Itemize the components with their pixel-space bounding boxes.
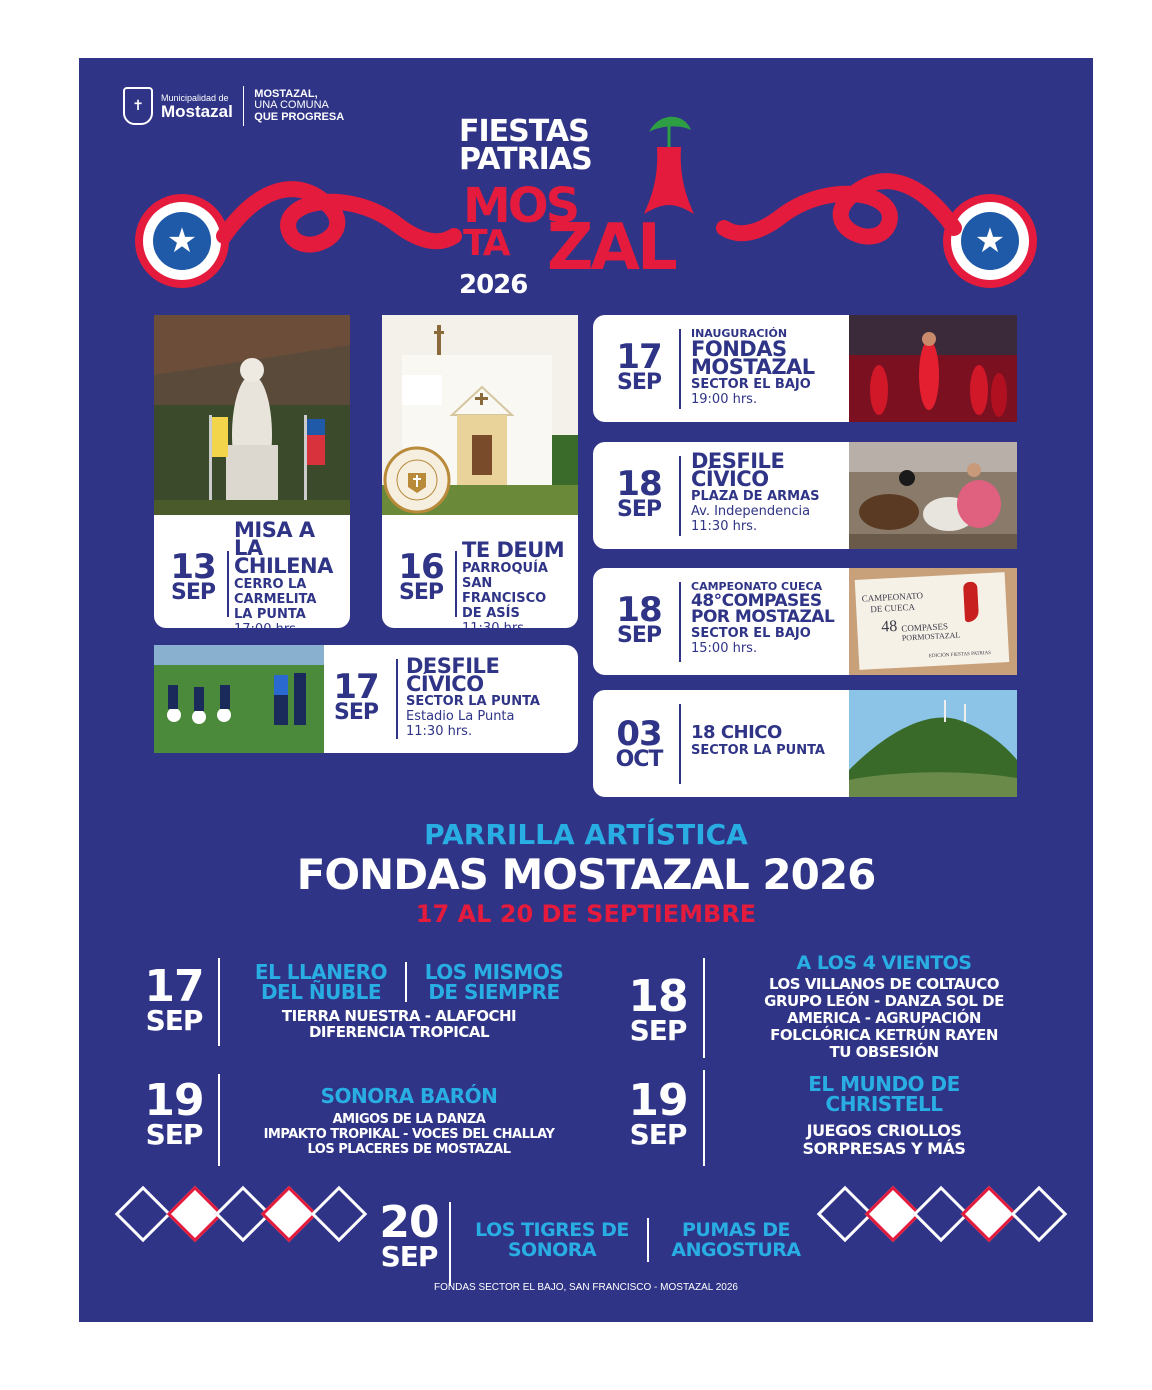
artist-line: AMERICA - AGRUPACIÓN (787, 1009, 981, 1027)
fondas-heading: FONDAS MOSTAZAL 2026 (296, 850, 876, 899)
event-card-inauguracion (593, 315, 1017, 422)
event-time: 17:00 hrs. (234, 622, 301, 637)
artist-line: PUMAS DE (681, 1219, 790, 1241)
artist-divider (405, 962, 407, 1002)
title-zal: ZAL (547, 211, 675, 285)
event-month: SEP (617, 497, 661, 523)
ornament-icon (115, 1186, 172, 1243)
ribbon-right-icon (719, 158, 959, 268)
event-title-1: DESFILE (406, 654, 500, 678)
artist-line: FOLCLÓRICA KETRÚN RAYEN (770, 1026, 998, 1044)
event-month: SEP (617, 370, 661, 396)
schedule-divider (218, 1074, 220, 1166)
artist-4-vientos (719, 952, 1049, 974)
event-place-1: SECTOR LA PUNTA (691, 743, 825, 758)
artist-line: EL MUNDO DE (808, 1072, 960, 1096)
schedule-month: SEP (145, 1117, 203, 1151)
schedule-day: 19 (628, 1075, 688, 1126)
muni-small-label: Municipalidad de (161, 92, 229, 103)
event-time: 19:00 hrs. (691, 392, 758, 407)
event-place-1: SECTOR LA PUNTA (406, 694, 540, 709)
artist-line: GRUPO LEÓN - DANZA SOL DE (764, 992, 1004, 1010)
event-date (607, 714, 671, 773)
event-date (607, 337, 671, 396)
event-day: 16 (398, 547, 444, 587)
artist-sonora-baron (229, 1084, 589, 1108)
ornament-icon (961, 1186, 1018, 1243)
event-day: 03 (616, 714, 662, 754)
event-month: SEP (171, 580, 215, 606)
schedule-date-19a (129, 1075, 219, 1151)
cueca-postcard (849, 568, 1017, 675)
event-title-1: 48°COMPASES (691, 591, 822, 611)
ribbon-left-icon (219, 166, 459, 276)
event-place-1: PLAZA DE ARMAS (691, 489, 820, 504)
event-date (162, 547, 224, 606)
schedule-day: 20 (379, 1197, 439, 1248)
ornament-icon (1011, 1186, 1068, 1243)
copihue-flower-icon (629, 102, 709, 222)
artist-divider (647, 1218, 649, 1262)
event-time: 11:30 hrs. (406, 724, 473, 739)
event-title-2: CÍVICO (691, 467, 769, 491)
artist-tigres-sonora (457, 1220, 647, 1260)
chili-icon (963, 582, 979, 623)
event-kicker: INAUGURACIÓN (691, 327, 788, 340)
event-info (691, 327, 815, 407)
event-place-2: SAN FRANCISCO (462, 576, 547, 606)
artist-line: SONORA BARÓN (320, 1084, 498, 1108)
event-title-2: POR MOSTAZAL (691, 607, 835, 627)
artist-pumas-angostura (651, 1220, 821, 1260)
artist-line: DEL ÑUBLE (260, 980, 382, 1004)
event-title-1: 18 CHICO (691, 722, 782, 743)
schedule-month: SEP (380, 1239, 438, 1273)
artist-mundo-christell (719, 1074, 1049, 1114)
event-day: 17 (333, 667, 379, 707)
event-info (462, 538, 578, 636)
artist-llanero (237, 962, 405, 1002)
schedule-date-19b (613, 1075, 703, 1151)
rosette-left-icon: ★ (135, 194, 229, 288)
event-place-1: SECTOR EL BAJO (691, 377, 811, 392)
schedule-day: 17 (144, 961, 204, 1012)
event-divider (679, 456, 681, 536)
event-place-3: DE ASÍS (462, 606, 520, 621)
event-divider (455, 551, 457, 617)
event-month: SEP (334, 700, 378, 726)
artist-mismos (409, 962, 579, 1002)
event-time: 11:30 hrs. (462, 621, 529, 636)
slogan-line-1: MOSTAZAL, (254, 87, 318, 100)
artist-line: A LOS 4 VIENTOS (796, 952, 972, 974)
municipality-logo (123, 86, 344, 126)
event-divider (679, 704, 681, 784)
slogan-line-3: QUE PROGRESA (254, 110, 345, 123)
event-day: 17 (616, 337, 662, 377)
event-card-tedeum (382, 315, 578, 636)
artist-line: ANGOSTURA (671, 1239, 801, 1261)
divider (243, 86, 245, 126)
event-place-1: CERRO LA (234, 577, 307, 592)
event-title-2: CHILENA (234, 554, 333, 578)
event-date (324, 667, 388, 726)
artist-line: AMIGOS DE LA DANZA (332, 1112, 486, 1127)
slogan-line-2: UNA COMUNA (254, 99, 329, 112)
schedule-month: SEP (145, 1003, 203, 1037)
artist-line: DE SIEMPRE (428, 980, 560, 1004)
schedule-day: 18 (628, 971, 688, 1022)
concert-photo (849, 315, 1017, 422)
event-time: 15:00 hrs. (691, 641, 758, 656)
title-fiestas-patrias (459, 114, 592, 177)
schedule-divider (703, 1070, 705, 1166)
artist-line: IMPAKTO TROPIKAL - VOCES DEL CHALLAY (263, 1127, 555, 1142)
postcard-line-6: EDICIÓN FIESTAS PATRIAS (928, 650, 992, 660)
statue-photo (154, 315, 350, 515)
event-title-2: CÍVICO (406, 672, 484, 696)
parrilla-heading: PARRILLA ARTÍSTICA (424, 818, 748, 851)
schedule-divider (449, 1202, 451, 1286)
event-divider (679, 582, 681, 662)
artist-line: LOS PLACERES DE MOSTAZAL (307, 1142, 511, 1157)
schedule-divider (218, 958, 220, 1046)
schedule-date-18 (613, 971, 703, 1047)
slogan (254, 89, 344, 124)
artist-line: LOS VILLANOS DE COLTAUCO (769, 975, 999, 993)
poster (79, 58, 1093, 1322)
title-mos: MOS (463, 178, 578, 234)
hill-photo (849, 690, 1017, 797)
event-card-misa (154, 315, 350, 637)
schedule-month: SEP (629, 1117, 687, 1151)
event-kicker: CAMPEONATO CUECA (691, 580, 823, 593)
artist-line: JUEGOS CRIOLLOS (806, 1121, 962, 1140)
title-year: 2026 (459, 270, 528, 300)
event-card-desfile-plaza (593, 442, 1017, 549)
event-detail: Estadio La Punta (406, 709, 515, 724)
artist-line: DIFERENCIA TROPICAL (308, 1023, 490, 1041)
schedule-date-20 (359, 1197, 459, 1273)
event-title-1: FONDAS (691, 337, 787, 361)
event-place-2: CARMELITA (234, 592, 317, 607)
footer-note: FONDAS SECTOR EL BAJO, SAN FRANCISCO - MOSTAZAL 2026 (434, 1282, 738, 1293)
event-divider (396, 659, 398, 739)
bg-watermark-2 (39, 678, 79, 798)
artist-line: EL LLANERO (254, 960, 388, 984)
title-ta: TA (463, 223, 509, 264)
event-place-1: SECTOR EL BAJO (691, 626, 811, 641)
postcard-line-3: 48 (880, 617, 898, 636)
event-info (406, 654, 540, 739)
artist-line: CHRISTELL (825, 1092, 943, 1116)
postcard-line-1: CAMPEONATO (861, 590, 924, 604)
event-divider (679, 329, 681, 409)
event-info (234, 518, 350, 637)
event-card-desfile-punta (154, 645, 578, 753)
event-card-18-chico (593, 690, 1017, 797)
event-info (691, 449, 820, 534)
horses-photo (849, 442, 1017, 549)
event-title-2: MOSTAZAL (691, 355, 815, 379)
artist-line: SONORA (507, 1239, 597, 1261)
event-day: 13 (170, 547, 216, 587)
event-date (607, 590, 671, 649)
event-info (691, 724, 825, 758)
artist-line: LOS TIGRES DE (475, 1219, 629, 1241)
event-month: OCT (615, 747, 663, 773)
postcard-line-4: COMPASES (901, 621, 949, 634)
event-month: SEP (617, 623, 661, 649)
event-day: 18 (616, 590, 662, 630)
event-title-1: DESFILE (691, 449, 785, 473)
parish-seal-icon (382, 445, 452, 515)
artist-line: TU OBSESIÓN (829, 1043, 939, 1061)
postcard-line-5: PORMOSTAZAL (901, 630, 961, 643)
title-fiestas: FIESTAS (459, 114, 589, 149)
artists-19b-list (719, 1122, 1049, 1158)
event-month: SEP (399, 580, 443, 606)
artists-18-list (719, 976, 1049, 1061)
schedule-month: SEP (629, 1013, 687, 1047)
event-time: 11:30 hrs. (691, 519, 758, 534)
title-patrias: PATRIAS (459, 142, 592, 177)
artist-line: SORPRESAS Y MÁS (802, 1139, 966, 1158)
event-date (607, 464, 671, 523)
artist-line: TIERRA NUESTRA - ALAFOCHI (281, 1007, 517, 1025)
rosette-right-icon: ★ (943, 194, 1037, 288)
schedule-divider (703, 958, 705, 1058)
event-date (390, 547, 452, 606)
artists-19a-list (229, 1112, 589, 1157)
event-divider (227, 551, 229, 617)
crest-icon: ✝ (123, 87, 153, 125)
event-title-1: TE DEUM (462, 538, 565, 562)
event-card-cueca (593, 568, 1017, 675)
parade-photo (154, 645, 324, 753)
artists-17-list (229, 1008, 569, 1040)
event-info (691, 580, 834, 656)
event-title-1: MISA A LA (234, 518, 315, 560)
schedule-date-17 (129, 961, 219, 1037)
postcard-line-2: DE CUECA (870, 601, 916, 615)
event-detail: Av. Independencia (691, 504, 811, 519)
event-day: 18 (616, 464, 662, 504)
schedule-day: 19 (144, 1075, 204, 1126)
artist-line: LOS MISMOS (424, 960, 564, 984)
muni-name: Mostazal (161, 101, 233, 121)
dates-heading: 17 AL 20 DE SEPTIEMBRE (415, 900, 757, 928)
event-place-3: LA PUNTA (234, 607, 306, 622)
ornament-icon (261, 1186, 318, 1243)
event-place-1: PARROQUÍA (462, 561, 548, 576)
bg-watermark (59, 78, 102, 208)
